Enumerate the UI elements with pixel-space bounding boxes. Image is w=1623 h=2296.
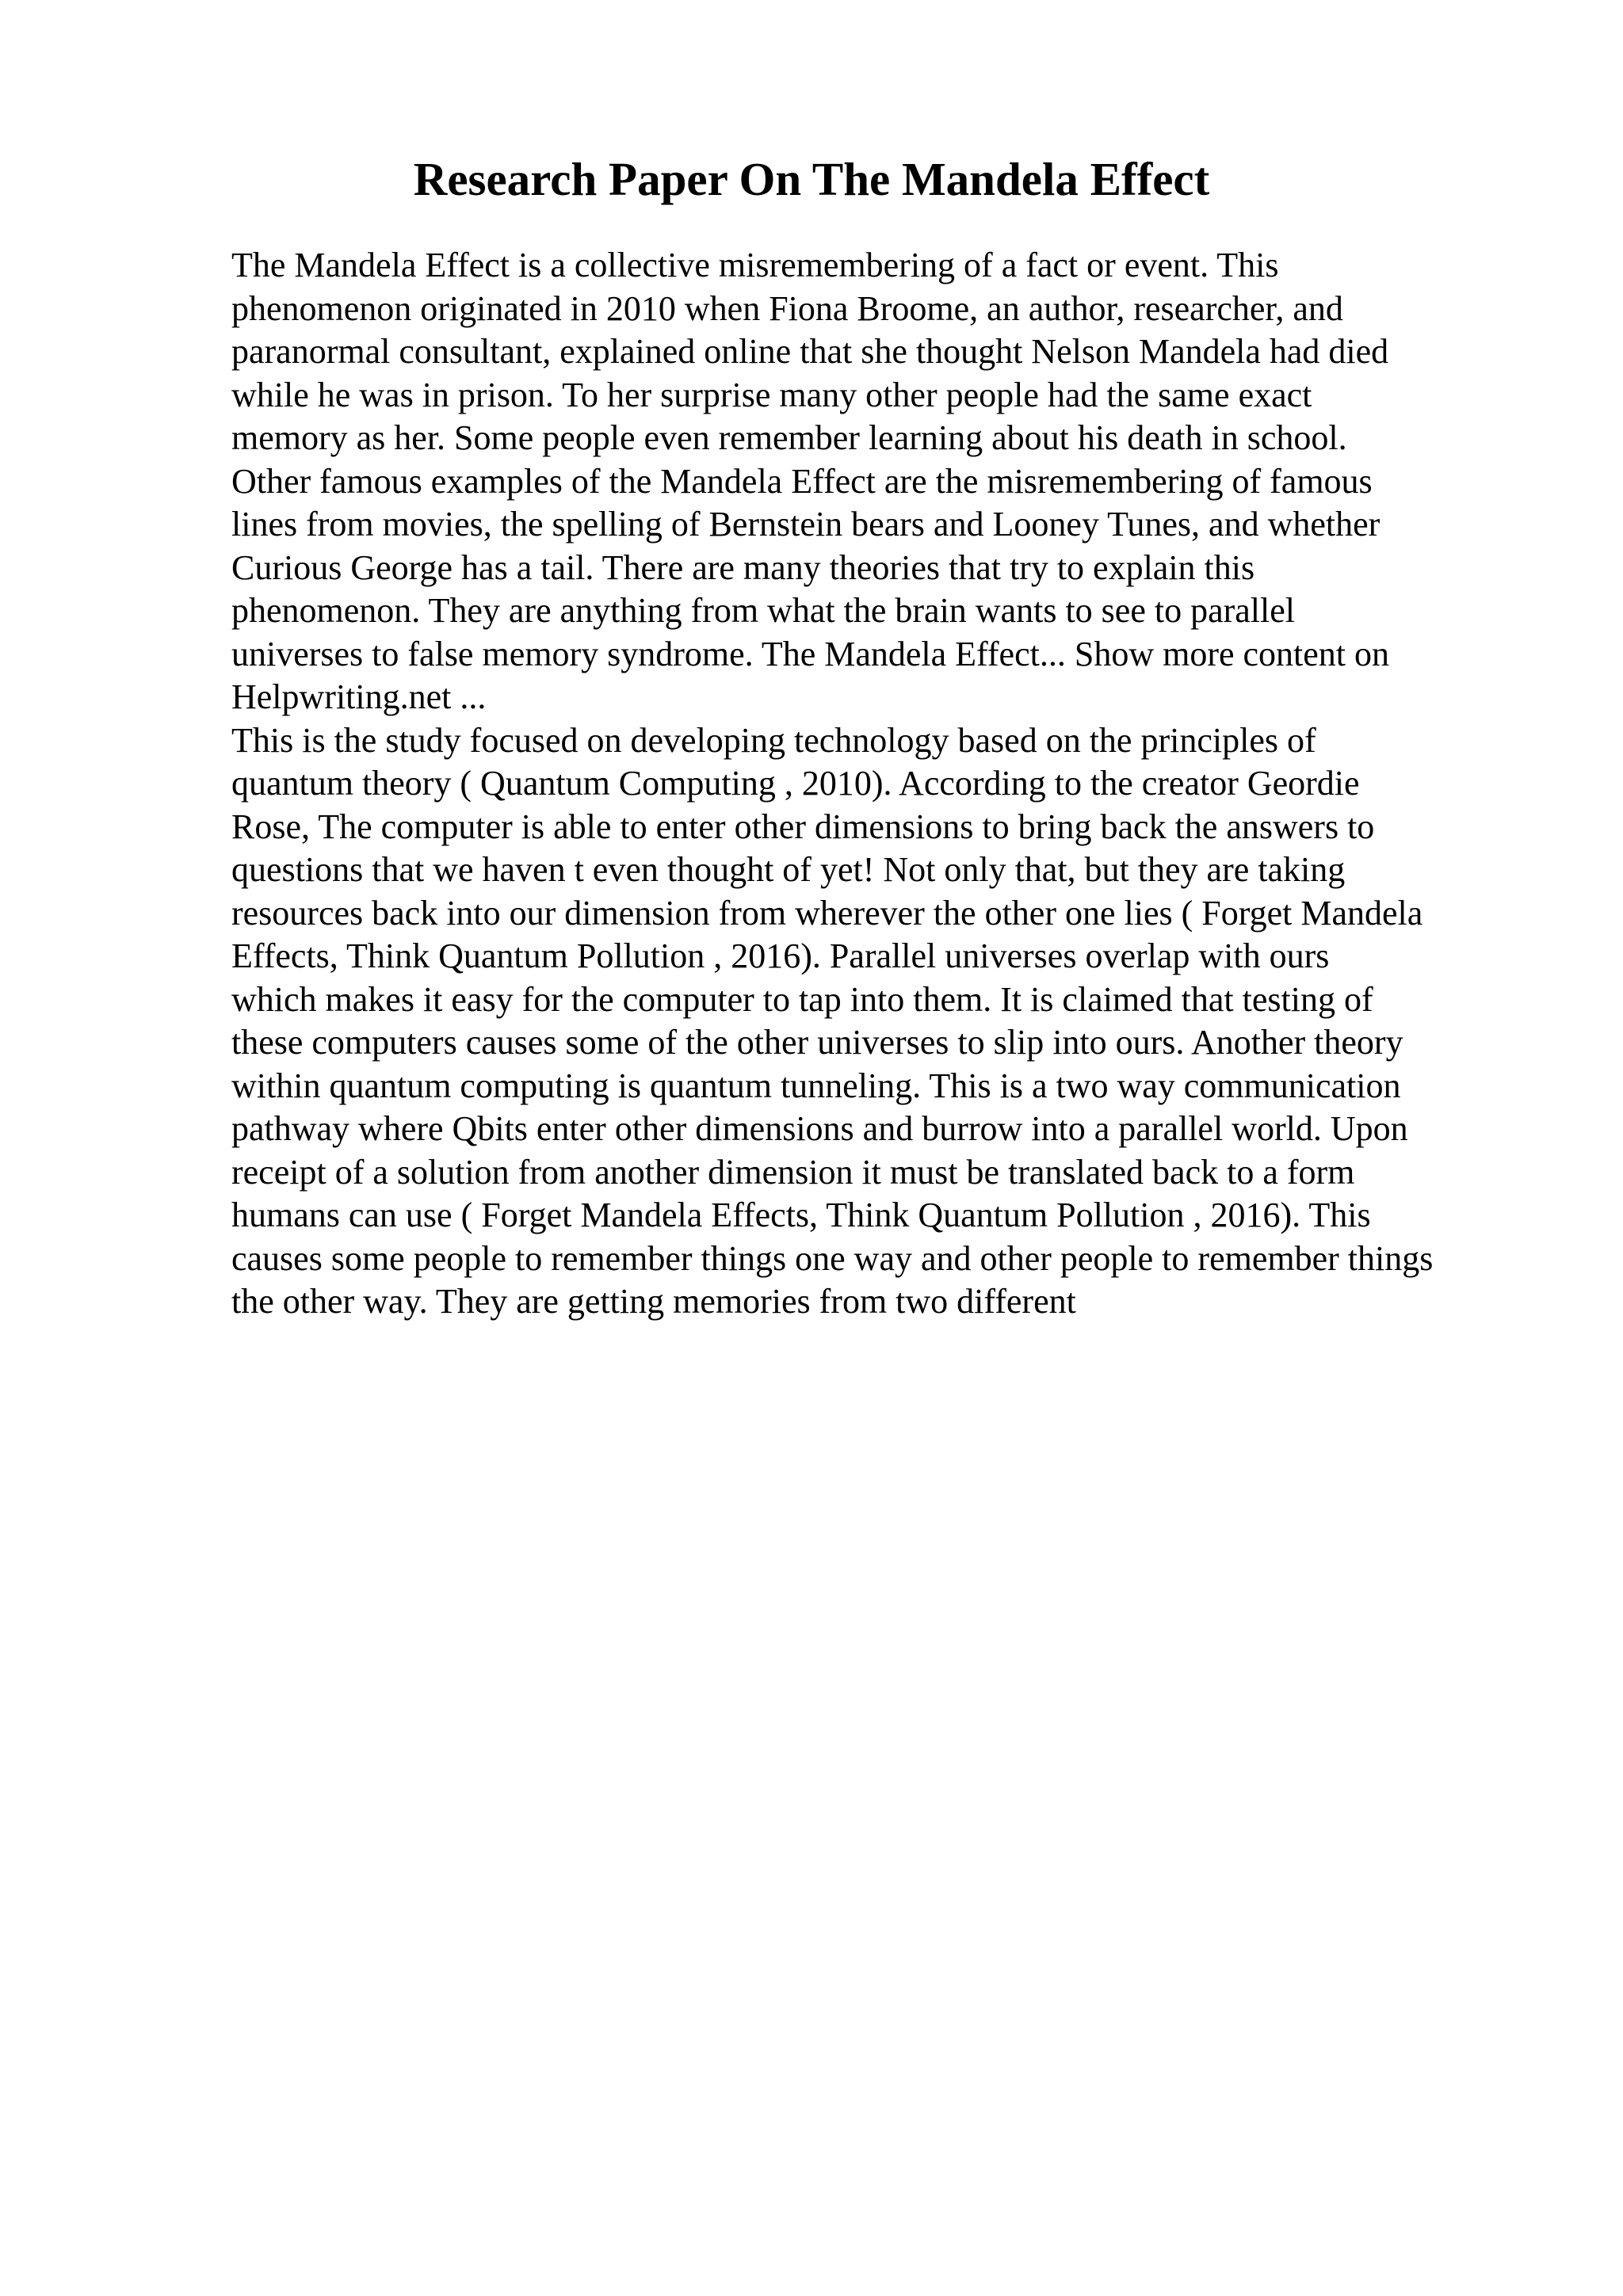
text-line: Effects, Think Quantum Pollution , 2016). Parallel universes overlap with ours — [231, 936, 1330, 975]
text-line: phenomenon. They are anything from what the brain wants to see to parallel — [231, 591, 1295, 630]
text-line: the other way. They are getting memories from two different — [231, 1282, 1076, 1321]
text-line: questions that we haven t even thought of yet! Not only that, but they are taking — [231, 850, 1346, 889]
paragraph-1 — [231, 244, 1531, 719]
text-line: memory as her. Some people even remember learning about his death in school. — [231, 418, 1347, 457]
paragraph-2 — [231, 719, 1531, 1324]
text-line: lines from movies, the spelling of Bernstein bears and Looney Tunes, and whether — [231, 505, 1381, 543]
text-line: paranormal consultant, explained online that she thought Nelson Mandela had died — [231, 332, 1389, 371]
text-line: receipt of a solution from another dimension it must be translated back to a form — [231, 1152, 1355, 1192]
text-line: Rose, The computer is able to enter other dimensions to bring back the answers to — [231, 807, 1375, 846]
text-line: while he was in prison. To her surprise many other people had the same exact — [231, 375, 1312, 414]
document-body — [231, 244, 1531, 1324]
text-line: resources back into our dimension from wherever the other one lies ( Forget Mandela — [231, 893, 1423, 933]
text-line: phenomenon originated in 2010 when Fiona Broome, an author, researcher, and — [231, 288, 1343, 328]
text-line: Other famous examples of the Mandela Effect are the misremembering of famous — [231, 461, 1373, 501]
text-line: which makes it easy for the computer to tap into them. It is claimed that testing of — [231, 979, 1373, 1019]
text-line: within quantum computing is quantum tunneling. This is a two way communication — [231, 1066, 1401, 1105]
page-title: Research Paper On The Mandela Effect — [413, 153, 1210, 205]
text-line: This is the study focused on developing technology based on the principles of — [231, 720, 1316, 760]
text-line: causes some people to remember things one way and other people to remember things — [231, 1238, 1434, 1278]
text-line: Curious George has a tail. There are many theories that try to explain this — [231, 547, 1255, 587]
text-line: humans can use ( Forget Mandela Effects, Think Quantum Pollution , 2016). This — [231, 1196, 1371, 1234]
text-line: universes to false memory syndrome. The Mandela Effect... Show more content on — [231, 634, 1390, 673]
text-line: Helpwriting.net ... — [231, 677, 487, 716]
text-line: pathway where Qbits enter other dimensions and burrow into a parallel world. Upon — [231, 1109, 1408, 1148]
text-line: these computers causes some of the other universes to slip into ours. Another theory — [231, 1023, 1403, 1062]
text-line: quantum theory ( Quantum Computing , 2010). According to the creator Geordie — [231, 764, 1360, 803]
text-line: The Mandela Effect is a collective misremembering of a fact or event. This — [231, 246, 1279, 284]
